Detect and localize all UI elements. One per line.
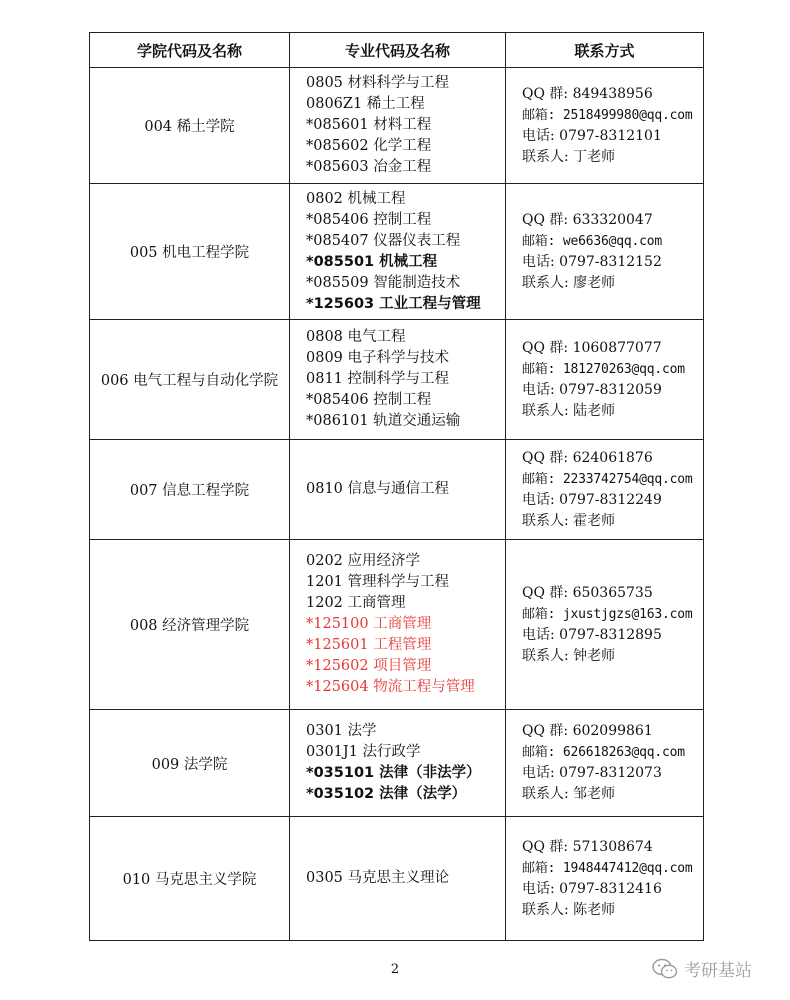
contact-email: 邮箱: jxustjgzs@163.com <box>522 606 693 622</box>
contact-cell <box>506 68 704 184</box>
contact-cell <box>506 710 704 817</box>
major-item: *035102 法律（法学） <box>306 786 467 802</box>
contact-cell <box>506 320 704 440</box>
table-body <box>90 68 704 941</box>
contact-qq: QQ 群: 1060877077 <box>522 339 662 356</box>
contact-person: 联系人: 陆老师 <box>522 402 616 419</box>
college-name: 004 稀土学院 <box>144 119 235 135</box>
major-item: *125100 工商管理 <box>306 616 432 632</box>
major-item: *085407 仪器仪表工程 <box>306 232 461 249</box>
majors-cell <box>290 68 506 184</box>
college-name: 005 机电工程学院 <box>129 245 250 261</box>
page-number: 2 <box>390 962 400 977</box>
contact-cell <box>506 184 704 320</box>
contact-email: 邮箱: 2233742754@qq.com <box>522 471 693 487</box>
contact-qq: QQ 群: 633320047 <box>522 211 653 228</box>
majors-cell <box>290 184 506 320</box>
contact-person: 联系人: 钟老师 <box>522 647 616 664</box>
college-cell <box>90 817 290 941</box>
majors-cell <box>290 320 506 440</box>
contact-email: 邮箱: we6636@qq.com <box>522 233 662 249</box>
college-cell <box>90 540 290 710</box>
watermark-text: 考研基站 <box>684 961 752 981</box>
contact-cell <box>506 440 704 540</box>
contact-phone: 电话: 0797-8312895 <box>522 626 662 643</box>
college-name: 008 经济管理学院 <box>129 618 250 634</box>
table-row <box>90 184 704 320</box>
contact-email: 邮箱: 2518499980@qq.com <box>522 107 693 123</box>
table-header-row <box>90 33 704 68</box>
major-item: 0301 法学 <box>306 723 377 739</box>
majors-cell <box>290 817 506 941</box>
major-item: *125601 工程管理 <box>306 637 432 653</box>
contact-person: 联系人: 邹老师 <box>522 786 616 802</box>
college-name: 007 信息工程学院 <box>129 483 250 499</box>
major-item: *085601 材料工程 <box>306 117 432 133</box>
table-row <box>90 320 704 440</box>
major-item: 0301J1 法行政学 <box>306 744 421 760</box>
header-college: 学院代码及名称 <box>90 33 290 68</box>
contact-phone: 电话: 0797-8312059 <box>522 381 662 398</box>
majors-cell <box>290 440 506 540</box>
contact-cell <box>506 540 704 710</box>
wechat-icon <box>652 958 678 980</box>
major-item: 1202 工商管理 <box>306 595 406 611</box>
table-row <box>90 540 704 710</box>
major-item: *085602 化学工程 <box>306 138 432 154</box>
contact-qq: QQ 群: 602099861 <box>522 723 653 739</box>
table-row <box>90 440 704 540</box>
table-row <box>90 817 704 941</box>
major-item: 0802 机械工程 <box>306 190 406 207</box>
watermark <box>652 956 752 981</box>
majors-cell <box>290 710 506 817</box>
contact-cell <box>506 817 704 941</box>
header-major: 专业代码及名称 <box>290 33 506 68</box>
contact-person: 联系人: 霍老师 <box>522 512 616 529</box>
college-name: 006 电气工程与自动化学院 <box>100 373 279 389</box>
major-item: *035101 法律（非法学） <box>306 765 481 781</box>
major-item: 0810 信息与通信工程 <box>306 481 450 497</box>
major-item: *125604 物流工程与管理 <box>306 679 475 695</box>
major-item: 1201 管理科学与工程 <box>306 574 450 590</box>
contact-phone: 电话: 0797-8312249 <box>522 491 662 508</box>
college-name: 009 法学院 <box>151 756 228 773</box>
college-cell <box>90 710 290 817</box>
major-item: 0305 马克思主义理论 <box>306 870 450 886</box>
college-cell <box>90 440 290 540</box>
table-row <box>90 68 704 184</box>
contact-phone: 电话: 0797-8312101 <box>522 127 662 144</box>
major-item: 0811 控制科学与工程 <box>306 371 450 387</box>
major-item: 0808 电气工程 <box>306 329 406 345</box>
major-item: *125603 工业工程与管理 <box>306 295 481 312</box>
contact-person: 联系人: 陈老师 <box>522 901 616 918</box>
contact-email: 邮箱: 1948447412@qq.com <box>522 860 693 876</box>
major-item: *085406 控制工程 <box>306 392 432 408</box>
header-contact: 联系方式 <box>506 33 704 68</box>
major-item: *085509 智能制造技术 <box>306 274 461 291</box>
table-row <box>90 710 704 817</box>
major-item: 0202 应用经济学 <box>306 553 421 569</box>
admissions-table <box>89 32 704 941</box>
major-item: 0809 电子科学与技术 <box>306 350 450 366</box>
major-item: *085501 机械工程 <box>306 253 438 270</box>
major-item: *085406 控制工程 <box>306 211 432 228</box>
contact-phone: 电话: 0797-8312416 <box>522 880 662 897</box>
major-item: 0805 材料科学与工程 <box>306 75 450 91</box>
major-item: 0806Z1 稀土工程 <box>306 96 425 112</box>
contact-email: 邮箱: 181270263@qq.com <box>522 361 685 377</box>
major-item: *086101 轨道交通运输 <box>306 413 461 429</box>
contact-phone: 电话: 0797-8312073 <box>522 765 662 781</box>
college-name: 010 马克思主义学院 <box>122 872 257 888</box>
college-cell <box>90 184 290 320</box>
contact-qq: QQ 群: 624061876 <box>522 449 653 466</box>
college-cell <box>90 320 290 440</box>
major-item: *125602 项目管理 <box>306 658 432 674</box>
contact-qq: QQ 群: 571308674 <box>522 838 653 855</box>
contact-qq: QQ 群: 849438956 <box>522 85 653 102</box>
contact-phone: 电话: 0797-8312152 <box>522 253 662 270</box>
contact-email: 邮箱: 626618263@qq.com <box>522 745 685 760</box>
contact-person: 联系人: 丁老师 <box>522 148 616 165</box>
college-cell <box>90 68 290 184</box>
contact-qq: QQ 群: 650365735 <box>522 584 653 601</box>
majors-cell <box>290 540 506 710</box>
major-item: *085603 冶金工程 <box>306 159 432 175</box>
contact-person: 联系人: 廖老师 <box>522 274 616 291</box>
